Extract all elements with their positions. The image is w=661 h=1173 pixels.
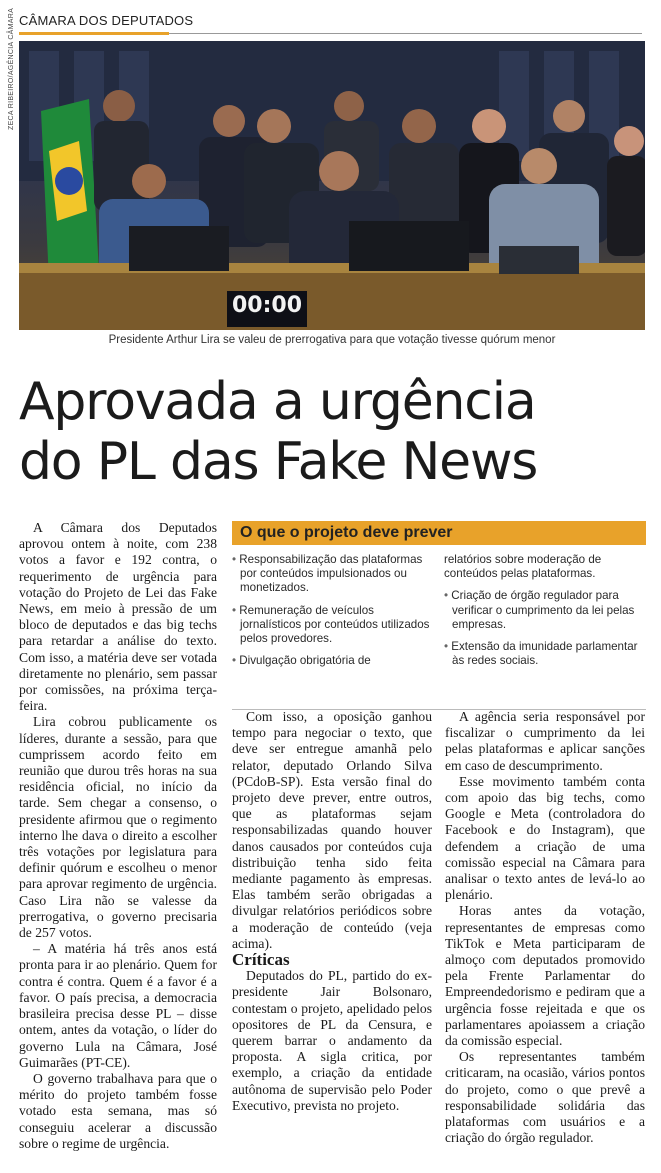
headline	[19, 372, 645, 492]
paragraph: A Câmara dos Deputados aprovou ontem à noite, com 238 votos a favor e 192 contra, o requerimento de urgência para votação do Projeto de Lei das Fake News, em meio à pressão de um bloco de deputados e das big techs para retardar a análise do texto. Com isso, a matéria deve ser votada diretamente no plenário, sem passar por comissões, na próxima terça-feira.	[19, 520, 217, 714]
paragraph: Os representantes também criticaram, na ocasião, vários pontos do projeto, como o que prevê a responsabilidade solidária das plataformas com usuários e a criação do órgão regulador.	[445, 1049, 645, 1146]
article-column-2	[232, 709, 432, 1114]
photo-credit: ZECA RIBEIRO/AGÊNCIA CÂMARA	[8, 7, 15, 130]
photo-caption: Presidente Arthur Lira se valeu de prerrogativa para que votação tivesse quórum menor	[108, 334, 556, 346]
info-box-column-2	[444, 553, 646, 676]
info-box	[232, 521, 646, 676]
paragraph: O governo trabalhava para que o mérito do projeto também fosse votado esta semana, mas só conseguiu acelerar a discussão sobre o regime de urgência.	[19, 1070, 217, 1151]
info-box-item: • Criação de órgão regulador para verificar o cumprimento da lei pelas empresas.	[444, 589, 646, 632]
paragraph: – A matéria há três anos está pronta para ir ao plenário. Quem for contra é contra. Quem é a favor é a favor. O país precisa, a democracia brasileira precisa desse PL – disse ontem, antes da votação, o líder do governo Lula na Câmara, José Guimarães (PT-CE).	[19, 941, 217, 1070]
info-box-item: • Responsabilização das plataformas por conteúdos impulsionados ou monetizados.	[232, 553, 434, 596]
paragraph: Deputados do PL, partido do ex-presidente Jair Bolsonaro, contestam o projeto, apelidado pelos opositores de PL da Censura, e querem barrar o andamento da proposta. A sigla critica, por exemplo, a criação da entidade autônoma de supervisão pelo Poder Executivo, prevista no projeto.	[232, 968, 432, 1113]
paragraph: A agência seria responsável por fiscalizar o cumprimento da lei pelas plataformas e aplicar sanções em caso de descumprimento.	[445, 709, 645, 773]
clock-display: 00:00	[231, 293, 303, 318]
subheading: Críticas	[232, 950, 290, 970]
article-column-3	[445, 709, 645, 1146]
paragraph: Esse movimento também conta com apoio das big techs, como Google e Meta (controladora do Facebook e do Instagram), que defendem a criação de uma comissão especial na Câmara para analisar o texto antes de levá-lo ao plenário.	[445, 773, 645, 903]
info-box-title: O que o projeto deve prever	[232, 521, 646, 545]
paragraph: Com isso, a oposição ganhou tempo para negociar o texto, que deve ser entregue amanhã pelo relator, deputado Orlando Silva (PCdoB-SP). Esta versão final do projeto deve prever, entre outros, que as plataformas sejam responsabilizadas quando houver danos causados por conteúdos cuja distribuição tenha sido feita mediante pagamento às empresas. Elas também serão obrigadas a divulgar relatórios periódicos sobre a moderação de conteúdo (veja acima).	[232, 709, 432, 951]
paragraph: Horas antes da votação, representantes de empresas como TikTok e Meta participaram de almoço com deputados promovido pela Frente Parlamentar do Empreendedorismo e pediram que a urgência fosse rejeitada e que os parlamentares apoiassem a criação da comissão especial.	[445, 903, 645, 1049]
section-accent-bar	[19, 32, 169, 35]
info-box-item: • Divulgação obrigatória de	[232, 654, 434, 668]
article-column-1	[19, 520, 217, 1152]
info-box-column-1	[232, 553, 434, 676]
section-label: CÂMARA DOS DEPUTADOS	[19, 13, 194, 28]
info-box-item: • Remuneração de veículos jornalísticos por conteúdos utilizados pelos provedores.	[232, 604, 434, 647]
headline-line-2: do PL das Fake News	[19, 432, 538, 492]
info-box-item: • Extensão da imunidade parlamentar às redes sociais.	[444, 640, 646, 668]
headline-line-1: Aprovada a urgência	[19, 372, 536, 432]
section-divider	[169, 33, 642, 34]
paragraph: Lira cobrou publicamente os líderes, durante a sessão, para que cumprissem acordo feito em reunião que durou três horas na sua residência oficial, no início da tarde. Sem chegar a consenso, o presidente afirmou que o regimento interno lhe dava o direito a escolher três votações por legislatura para definir quórum e escolheu o menor para aprovar regimento de urgência. Caso Lira não se valesse da prerrogativa, o governo precisaria de 257 votos.	[19, 714, 217, 941]
info-box-item-continuation: relatórios sobre moderação de conteúdos pelas plataformas.	[444, 553, 602, 581]
section-header	[19, 8, 642, 34]
news-photo	[19, 41, 645, 330]
plenary-scene-illustration	[19, 41, 645, 330]
